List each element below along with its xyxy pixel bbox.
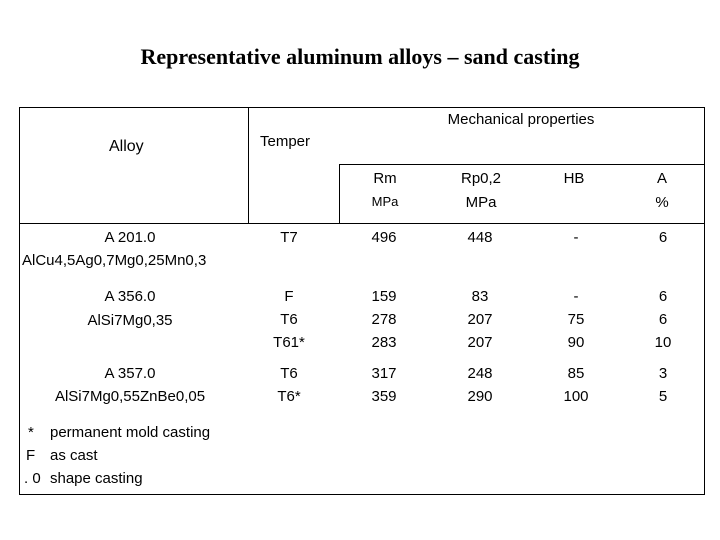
a-header: A <box>656 170 668 187</box>
rm-cell: 496 <box>371 229 397 246</box>
footnote-text: shape casting <box>50 470 143 487</box>
alloy-designation: A 356.0 <box>104 288 156 305</box>
footnote-symbol: . 0 <box>24 470 41 487</box>
hb-cell: 100 <box>563 388 589 405</box>
rm-cell: 159 <box>371 288 397 305</box>
alloy-composition: AlSi7Mg0,35 <box>87 312 173 329</box>
footnote-text: permanent mold casting <box>50 424 211 441</box>
rm-cell: 317 <box>371 365 397 382</box>
a-cell: 6 <box>658 288 668 305</box>
rm-unit: MPa <box>371 194 399 209</box>
alloy-header: Alloy <box>109 138 144 155</box>
temper-header: Temper <box>260 133 311 150</box>
a-unit: % <box>655 194 669 211</box>
temper-cell: T7 <box>280 229 298 246</box>
rp-cell: 83 <box>471 288 489 305</box>
temper-column-divider <box>339 164 340 223</box>
rp-cell: 448 <box>467 229 493 246</box>
header-bottom-divider <box>19 223 705 224</box>
a-cell: 6 <box>658 229 668 246</box>
footnote-symbol: * <box>28 424 34 441</box>
rm-cell: 359 <box>371 388 397 405</box>
temper-cell: T6* <box>277 388 301 405</box>
alloy-designation: A 357.0 <box>104 365 156 382</box>
rp-cell: 207 <box>467 311 493 328</box>
temper-cell: T61* <box>273 334 305 351</box>
temper-cell: T6 <box>280 311 298 328</box>
rp-cell: 290 <box>467 388 493 405</box>
header-divider <box>339 164 705 165</box>
a-cell: 10 <box>654 334 672 351</box>
a-cell: 3 <box>658 365 668 382</box>
a-cell: 6 <box>658 311 668 328</box>
hb-cell: 90 <box>567 334 585 351</box>
hb-cell: 75 <box>567 311 585 328</box>
alloy-composition: AlCu4,5Ag0,7Mg0,25Mn0,3 <box>22 252 207 269</box>
rp-header: Rp0,2 <box>460 170 502 187</box>
a-cell: 5 <box>658 388 668 405</box>
hb-cell: - <box>573 229 579 246</box>
hb-cell: 85 <box>567 365 585 382</box>
rm-cell: 283 <box>371 334 397 351</box>
hb-header: HB <box>563 170 585 187</box>
page-title: Representative aluminum alloys – sand casting <box>140 44 580 69</box>
alloy-column-divider <box>248 107 249 223</box>
rp-unit: MPa <box>465 194 497 211</box>
rm-cell: 278 <box>371 311 397 328</box>
alloy-composition: AlSi7Mg0,55ZnBe0,05 <box>54 388 206 405</box>
mechanical-properties-header: Mechanical properties <box>447 111 595 128</box>
rp-cell: 207 <box>467 334 493 351</box>
footnote-symbol: F <box>26 447 36 464</box>
rm-header: Rm <box>373 170 397 187</box>
temper-cell: F <box>284 288 294 305</box>
rp-cell: 248 <box>467 365 493 382</box>
footnote-text: as cast <box>50 447 98 464</box>
alloy-designation: A 201.0 <box>104 229 156 246</box>
temper-cell: T6 <box>280 365 298 382</box>
hb-cell: - <box>573 288 579 305</box>
